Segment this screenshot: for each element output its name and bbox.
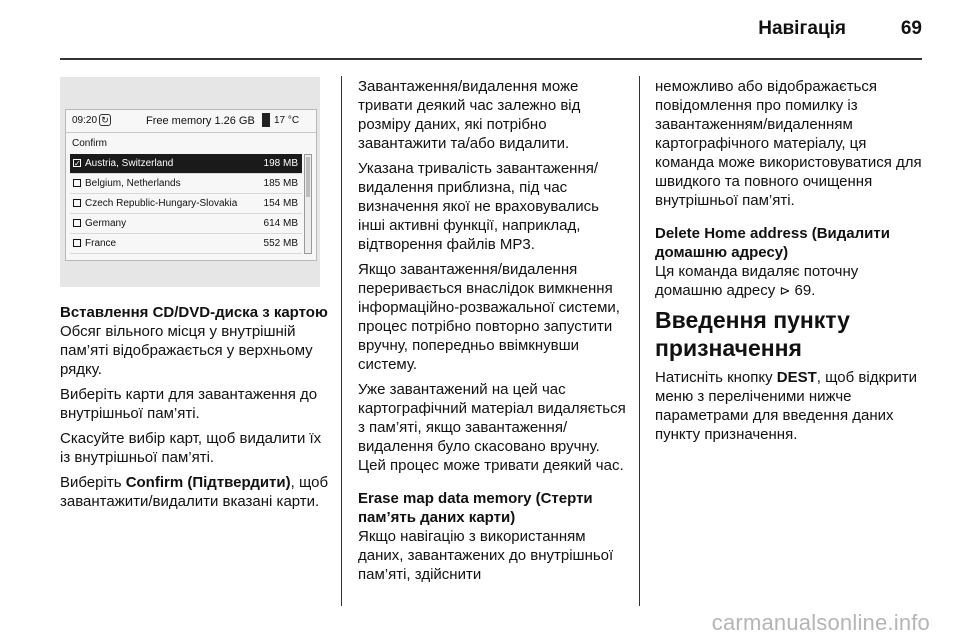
paragraph: Виберіть карти для завантаження до внутрішньої пам’яті. (60, 386, 318, 422)
section-heading: Delete Home address (Видалити домашню адресу) (655, 225, 890, 261)
column-divider-1 (341, 76, 342, 606)
paragraph: Уже завантажений на цей час картографічний матеріал видаляється з пам’яті, якщо завантаження/видалення було скасовано вручну. Цей процес може тривати деякий час. (358, 381, 626, 474)
thermometer-icon (262, 113, 270, 127)
map-list-item[interactable]: France 552 MB (70, 234, 302, 254)
text-column-1 (60, 303, 330, 517)
map-list-item[interactable]: Belgium, Netherlands 185 MB (70, 174, 302, 194)
chapter-title: Введення пункту призначення (655, 307, 850, 361)
paragraph: Якщо завантаження/видалення переривається внаслідок вимкнення інформаційно-розважальної системи, процес потрібно повторно запустити вручну, попередньо ввімкнувши систему. (358, 261, 620, 373)
free-memory-label: Free memory 1.26 GB (146, 115, 255, 127)
confirm-item[interactable]: Confirm (72, 138, 108, 149)
watermark: carmanualsonline.info (711, 610, 930, 635)
text-column-2 (358, 77, 628, 590)
button-reference: DEST (776, 369, 817, 386)
section-heading: Erase map data memory (Стерти пам’ять даних карти) (358, 490, 593, 526)
column-divider-2 (639, 76, 640, 606)
checkbox-icon[interactable] (73, 179, 81, 187)
map-list (70, 154, 302, 254)
checkbox-checked-icon[interactable]: ✓ (74, 159, 81, 168)
navigation-icon: ↻ (99, 114, 111, 126)
checkbox-icon[interactable] (73, 199, 81, 207)
screen-scrollbar[interactable] (304, 154, 312, 254)
header-rule (60, 58, 922, 60)
scrollbar-thumb[interactable] (306, 157, 310, 197)
checkbox-icon[interactable] (73, 239, 81, 247)
map-list-item[interactable]: ✓ Austria, Switzerland 198 MB (70, 154, 302, 174)
paragraph: Якщо навігацію з використанням даних, завантажених до внутрішньої пам’яті, здійснити (358, 528, 614, 583)
section-heading: Вставлення CD/DVD-диска з картою (60, 304, 328, 321)
paragraph: неможливо або відображається повідомлення про помилку із завантаженням/видаленням картографічного матеріалу, ця команда може використовуватися для швидкого та повного очищення внутрішньої пам’яті. (655, 78, 922, 209)
display-illustration (60, 77, 320, 287)
checkbox-icon[interactable] (73, 219, 81, 227)
paragraph: Обсяг вільного місця у внутрішній пам’яті відображається у верхньому рядку. (60, 323, 313, 378)
map-list-item[interactable]: Germany 614 MB (70, 214, 302, 234)
map-memory-screen (65, 109, 317, 261)
paragraph: Завантаження/видалення може тривати деякий час залежно від розміру даних, які потрібно завантажити та/або видалити. (358, 78, 581, 152)
page-title: Навігація (758, 18, 846, 39)
page-header (0, 0, 960, 60)
screen-clock: 09:20 (72, 115, 98, 126)
menu-item-reference: Confirm (Підтвердити) (125, 474, 291, 491)
screen-status-bar (66, 110, 316, 133)
temperature-readout: 17 °C (274, 115, 300, 126)
paragraph: Виберіть Confirm (Підтвердити), щоб завантажити/видалити вказані карти. (60, 474, 329, 510)
page-number: 69 (900, 18, 922, 39)
page-reference-link[interactable]: 69. (790, 282, 816, 299)
paragraph: Ця команда видаляє поточну домашню адресу ⊳ 69. (655, 263, 859, 299)
paragraph: Скасуйте вибір карт, щоб видалити їх із внутрішньої пам’яті. (60, 430, 322, 466)
paragraph: Указана тривалість завантаження/видалення приблизна, під час визначення якої не враховувались інші активні функції, наприклад, відтворення файлів MP3. (358, 160, 599, 253)
paragraph: Натисніть кнопку DEST, щоб відкрити меню з переліченими нижче параметрами для введення даних пункту призначення. (655, 369, 917, 443)
page-reference-arrow-icon: ⊳ (779, 283, 791, 298)
map-list-item[interactable]: Czech Republic-Hungary-Slovakia 154 MB (70, 194, 302, 214)
text-column-3 (655, 77, 925, 450)
